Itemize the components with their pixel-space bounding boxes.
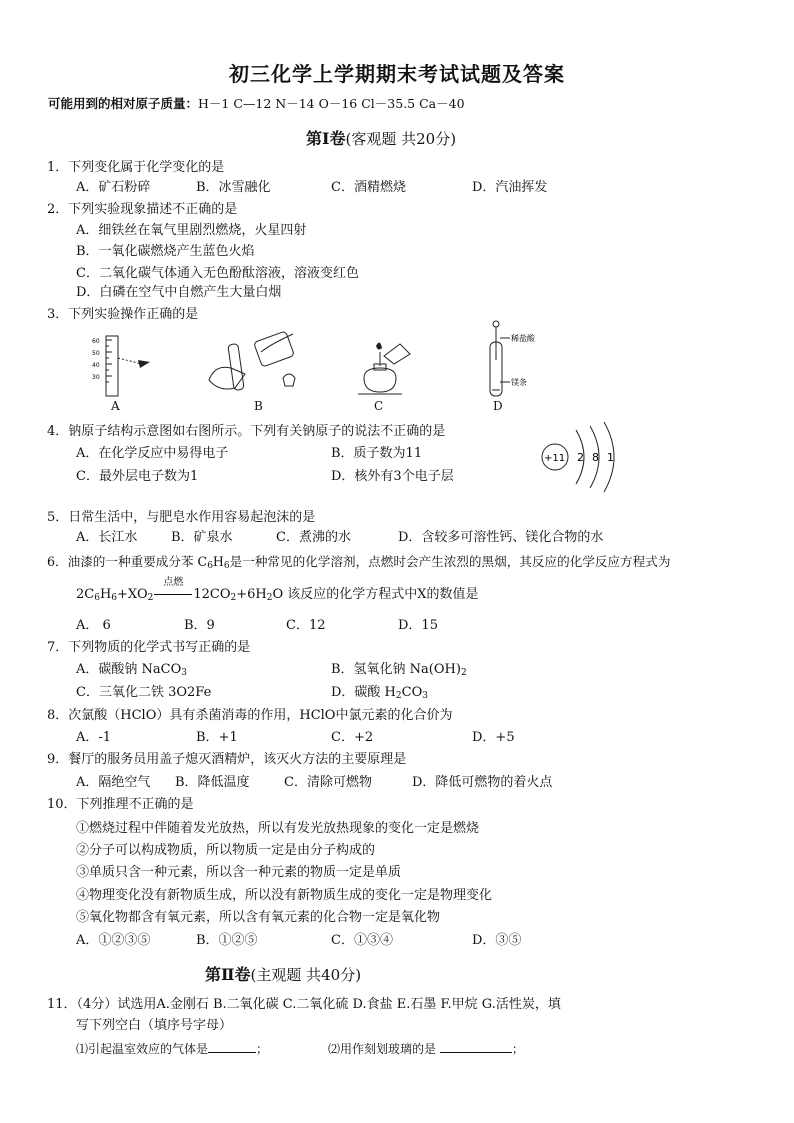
q1-option-b: B．冰雪融化 <box>196 180 271 195</box>
q11-answer-blank-1[interactable] <box>208 1040 256 1053</box>
q1-option-d: D．汽油挥发 <box>472 180 548 195</box>
q10-option-b: B．①②⑤ <box>196 933 258 948</box>
q10-item: ①燃烧过程中伴随着发光放热，所以有发光放热现象的变化一定是燃烧 <box>76 821 480 836</box>
q5-option-c: C．煮沸的水 <box>276 530 351 545</box>
q10-item: ③单质只含一种元素，所以含一种元素的物质一定是单质 <box>76 865 402 880</box>
q8-option-a: A．-1 <box>76 730 112 745</box>
q6-sub2: 6 <box>223 561 230 571</box>
q8-option-b: B．+1 <box>196 730 238 745</box>
q11-line-1: 11．（4分）试选用A.金刚石 B.二氧化碳 C.二氧化硫 D.食盐 E.石墨 F.甲烷 G.活性炭，填 <box>47 997 561 1012</box>
section-1-rest: (客观题 共20分) <box>345 130 457 148</box>
cylinder-tick-40: 40 <box>92 362 100 369</box>
q4-stem: 4．钠原子结构示意图如右图所示。下列有关钠原子的说法不正确的是 <box>47 424 446 439</box>
section-2-rest: (主观题 共40分) <box>250 966 362 984</box>
q2-option-b: B．一氧化碳燃烧产生蓝色火焰 <box>76 244 255 259</box>
sodium-atom-diagram <box>536 420 636 492</box>
q6-eq-left: $2C_6H_6+XO_2$ <box>76 587 154 603</box>
q9-option-b: B．降低温度 <box>175 775 250 790</box>
q1-option-a: A．矿石粉碎 <box>76 180 151 195</box>
q3-label-a: A <box>111 399 120 413</box>
q4-option-a: A．在化学反应中易得电子 <box>76 446 229 461</box>
q3-label-d: D <box>493 399 503 413</box>
q2-option-c: C．二氧化碳气体通入无色酚酞溶液，溶液变红色 <box>76 266 359 281</box>
q4-option-d: D．核外有3个电子层 <box>331 469 454 484</box>
q6-eq-condition: 点燃 <box>163 577 184 588</box>
section-2-bold: 第Ⅱ卷 <box>205 965 251 984</box>
q7-option-a-text: A．碳酸钠 NaCO <box>76 662 182 677</box>
q7-option-d-text: D．碳酸 H <box>331 685 396 700</box>
cylinder-reading-figure <box>92 332 162 398</box>
q10-item: ④物理变化没有新物质生成，所以没有新物质生成的变化一定是物理变化 <box>76 888 493 903</box>
shell-2-count: 8 <box>592 451 599 464</box>
q4-option-c: C．最外层电子数为1 <box>76 469 199 484</box>
q3-label-b: B <box>254 399 263 413</box>
q3-label-c: C <box>374 399 384 413</box>
q7-option-a: A．碳酸钠 NaCO$_3$ <box>76 662 187 678</box>
q1-stem: 1．下列变化属于化学变化的是 <box>47 160 225 175</box>
q6-option-d: D．15 <box>398 618 438 633</box>
q9-option-d: D．降低可燃物的着火点 <box>412 775 553 790</box>
test-tube-dropper-figure <box>484 318 554 400</box>
q7-option-b-text: B．氢氧化钠 Na(OH) <box>331 662 461 677</box>
cylinder-tick-60: 60 <box>92 338 100 345</box>
q2-stem: 2．下列实验现象描述不正确的是 <box>47 202 238 217</box>
q8-option-c: C．+2 <box>331 730 374 745</box>
q8-option-d: D．+5 <box>472 730 515 745</box>
q10-option-d: D．③⑤ <box>472 933 522 948</box>
nucleus-charge: +11 <box>544 453 566 464</box>
q6-stem-post: 是一种常见的化学溶剂，点燃时会产生浓烈的黑烟，其反应的化学反应方程式为 <box>229 554 671 569</box>
pouring-liquid-figure <box>205 330 305 400</box>
q1-option-c: C．酒精燃烧 <box>331 180 406 195</box>
q10-stem: 10．下列推理不正确的是 <box>47 797 194 812</box>
q6-option-b: B．9 <box>184 618 215 633</box>
cylinder-tick-50: 50 <box>92 350 100 357</box>
q5-option-b: B．矿泉水 <box>171 530 233 545</box>
q6-stem-pre: 6．油漆的一种重要成分苯 C <box>47 554 208 569</box>
q6-eq-arrow <box>153 577 193 604</box>
q7-option-c: C．三氧化二铁 3O2Fe <box>76 685 212 700</box>
q6-option-c: C．12 <box>286 618 326 633</box>
d-bottom-label: 镁条 <box>511 378 527 387</box>
q11-answer-blank-2[interactable] <box>440 1040 512 1053</box>
atomic-masses-label: 可能用到的相对原子质量： <box>48 96 199 111</box>
page-title: 初三化学上学期期末考试试题及答案 <box>229 62 565 86</box>
q11-line-2: 写下列空白（填序号字母） <box>76 1018 233 1033</box>
atomic-masses-values: H－1 C—12 N－14 O－16 Cl－35.5 Ca－40 <box>198 96 465 111</box>
cylinder-tick-30: 30 <box>92 374 100 381</box>
q6-equation <box>76 577 479 604</box>
q11-sub-1: ⑴引起温室效应的气体是 ； <box>76 1042 269 1056</box>
section-2-heading <box>205 962 361 985</box>
q11-sub-2: ⑵用作刻划玻璃的是 ； <box>328 1042 524 1056</box>
q10-option-c: C．①③④ <box>331 933 393 948</box>
q3-stem: 3．下列实验操作正确的是 <box>47 307 199 322</box>
q5-stem: 5．日常生活中，与肥皂水作用容易起泡沫的是 <box>47 510 316 525</box>
q9-option-c: C．清除可燃物 <box>284 775 372 790</box>
q5-option-d: D．含较多可溶性钙、镁化合物的水 <box>398 530 604 545</box>
alcohol-lamp-figure <box>354 338 414 398</box>
q10-item: ②分子可以构成物质，所以物质一定是由分子构成的 <box>76 843 376 858</box>
q8-stem: 8．次氯酸（HClO）具有杀菌消毒的作用，HClO中氯元素的化合价为 <box>47 708 453 723</box>
q2-option-a: A．细铁丝在氧气里剧烈燃烧，火星四射 <box>76 223 307 238</box>
shell-3-count: 1 <box>607 451 614 464</box>
q11-sub-2-text: ⑵用作刻划玻璃的是 <box>328 1042 437 1056</box>
q10-item: ⑤氧化物都含有氧元素，所以含有氧元素的化合物一定是氧化物 <box>76 910 441 925</box>
q6-option-a: A． 6 <box>76 618 111 633</box>
q11-sub-1-text: ⑴引起温室效应的气体是 <box>76 1042 209 1056</box>
q9-stem: 9．餐厅的服务员用盖子熄灭酒精炉，该灭火方法的主要原理是 <box>47 752 407 767</box>
d-top-label: 稀盐酸 <box>511 334 535 343</box>
q7-option-b: B．氢氧化钠 $Na(OH)_2$ <box>331 662 467 678</box>
q5-option-a: A．长江水 <box>76 530 138 545</box>
atomic-masses-line <box>48 94 465 112</box>
q10-option-a: A．①②③⑤ <box>76 933 151 948</box>
q6-sub1: 6 <box>207 561 213 571</box>
section-1-bold: 第Ⅰ卷 <box>306 129 346 148</box>
q6-eq-tail: 该反应的化学方程式中X的数值是 <box>287 587 479 602</box>
q7-option-d: D．碳酸 $H_2CO_3$ <box>331 685 428 701</box>
shell-1-count: 2 <box>577 451 584 464</box>
q7-stem: 7．下列物质的化学式书写正确的是 <box>47 640 251 655</box>
q6-eq-right: $12CO_2+6H_2O$ <box>193 587 288 603</box>
q6-stem-mid: H <box>212 554 224 569</box>
q4-option-b: B．质子数为11 <box>331 446 423 461</box>
q2-option-d: D．白磷在空气中自燃产生大量白烟 <box>76 285 282 300</box>
section-1-heading <box>306 126 456 149</box>
q6-stem <box>47 553 670 571</box>
q9-option-a: A．隔绝空气 <box>76 775 151 790</box>
